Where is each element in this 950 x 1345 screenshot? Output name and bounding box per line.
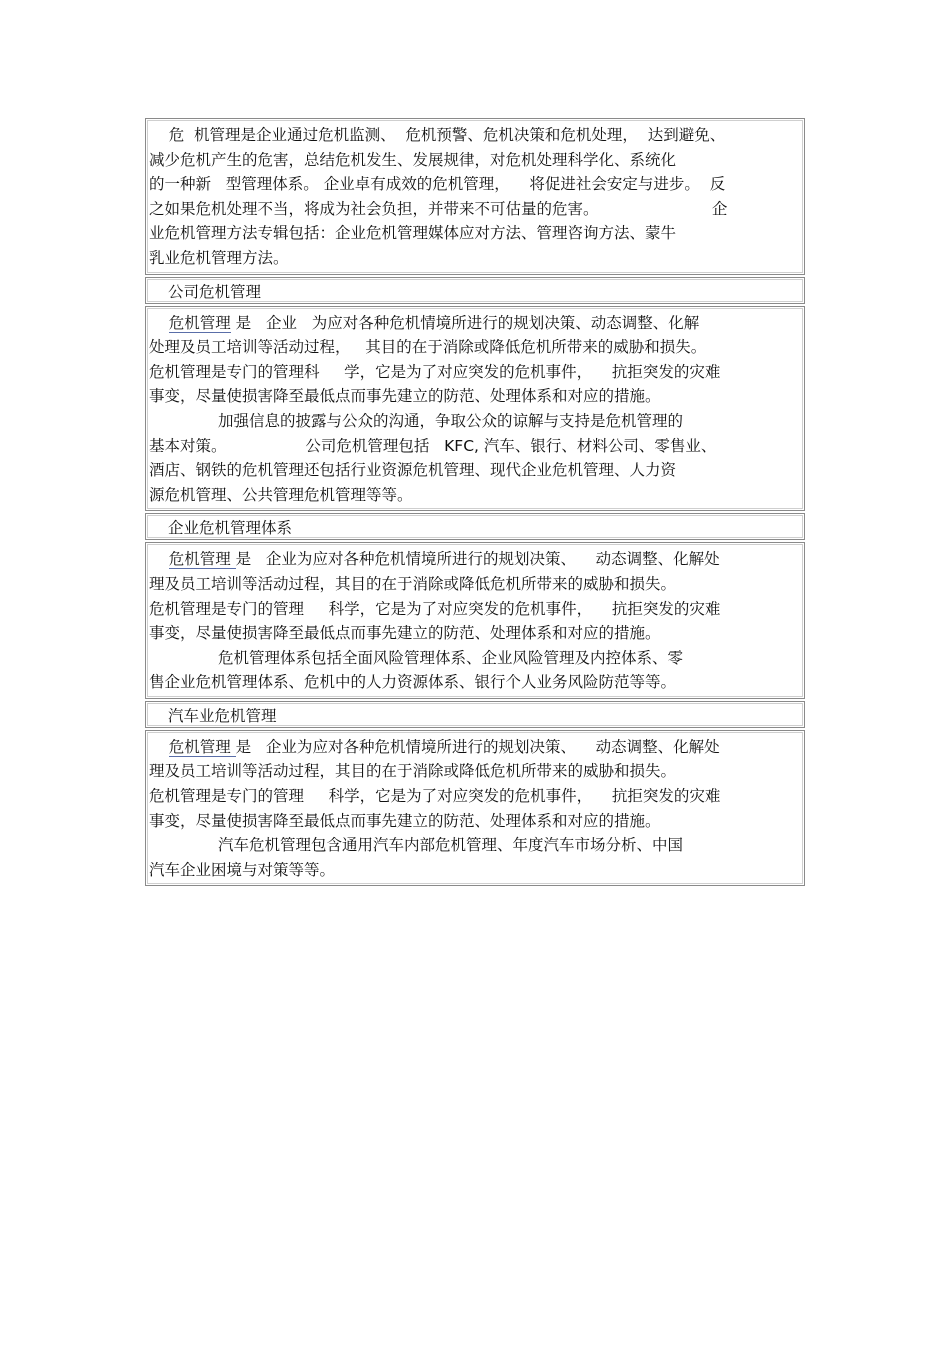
term-link[interactable]: 危机管理 (168, 550, 236, 569)
section-line (149, 858, 801, 883)
line-text: 基本对策。 公司危机管理包括 KFC, 汽车、银行、材料公司、零售业、 (149, 436, 717, 455)
line-text: 理及员工培训等活动过程，其目的在于消除或降低危机所带来的威胁和损失。 (149, 762, 677, 781)
line-text: 危机管理是专门的管理 科学，它是为了对应突发的危机事件， 抗拒突发的灾难 (149, 787, 721, 806)
section-line (149, 434, 801, 459)
intro-line: 业危机管理方法专辑包括：企业危机管理媒体应对方法、管理咨询方法、蒙牛 (149, 224, 677, 243)
section-heading-box (145, 513, 805, 540)
line-text: 源危机管理、公共管理危机管理等等。 (149, 485, 413, 504)
section-line (149, 547, 801, 572)
section-line (149, 572, 801, 597)
line-text: 是 企业为应对各种危机情境所进行的规划决策、 动态调整、化解处 (235, 737, 720, 756)
section-line (149, 670, 801, 695)
line-text: 事变，尽量使损害降至最低点而事先建立的防范、处理体系和对应的措施。 (149, 387, 661, 406)
line-text (149, 314, 169, 332)
line-text (149, 738, 169, 756)
line-text: 是 企业 为应对各种危机情境所进行的规划决策、动态调整、化解 (230, 313, 700, 332)
term-link[interactable]: 危机管理 (168, 737, 236, 756)
intro-line: 之如果危机处理不当，将成为社会负担，并带来不可估量的危害。 企 (149, 199, 728, 218)
section-body (145, 306, 805, 512)
section-line (149, 621, 801, 646)
line-text: 售企业危机管理体系、危机中的人力资源体系、银行个人业务风险防范等等。 (149, 673, 677, 692)
section-line (149, 735, 801, 760)
intro-line: 减少危机产生的危害，总结危机发生、发展规律，对危机处理科学化、系统化 (149, 150, 677, 169)
section-title-link[interactable]: 企业危机管理体系 (168, 518, 292, 540)
section-body (145, 542, 805, 699)
line-text: 汽车企业困境与对策等等。 (149, 860, 336, 879)
line-text (149, 550, 169, 568)
line-text: 危机管理是专门的管理 科学，它是为了对应突发的危机事件， 抗拒突发的灾难 (149, 599, 721, 618)
intro-line: 乳业危机管理方法。 (149, 248, 289, 267)
intro-line: 危 机管理是企业通过危机监测、 危机预警、危机决策和危机处理， 达到避免、 (149, 126, 726, 144)
term-link[interactable]: 危机管理 (168, 313, 231, 332)
section-line (149, 458, 801, 483)
section-line (149, 833, 801, 858)
line-text: 事变，尽量使损害降至最低点而事先建立的防范、处理体系和对应的措施。 (149, 811, 661, 830)
line-text: 酒店、钢铁的危机管理还包括行业资源危机管理、现代企业危机管理、人力资 (149, 461, 677, 480)
sections-container (145, 277, 805, 887)
intro-paragraph (145, 118, 805, 275)
section-line (149, 335, 801, 360)
section-line (149, 483, 801, 508)
line-text: 理及员工培训等活动过程，其目的在于消除或降低危机所带来的威胁和损失。 (149, 574, 677, 593)
section-line (149, 409, 801, 434)
intro-line: 的一种新 型管理体系。 企业卓有成效的危机管理， 将促进社会安定与进步。 反 (149, 175, 726, 194)
section-line (149, 759, 801, 784)
section-line (149, 597, 801, 622)
section-line (149, 311, 801, 336)
line-text: 处理及员工培训等活动过程， 其目的在于消除或降低危机所带来的威胁和损失。 (149, 338, 707, 357)
section-title-link[interactable]: 汽车业危机管理 (168, 706, 277, 728)
line-text: 危机管理是专门的管理科 学，它是为了对应突发的危机事件， 抗拒突发的灾难 (149, 362, 721, 381)
section-line (149, 784, 801, 809)
line-text: 是 企业为应对各种危机情境所进行的规划决策、 动态调整、化解处 (235, 550, 720, 569)
section-heading-box (145, 701, 805, 728)
section-line (149, 384, 801, 409)
line-text: 汽车危机管理包含通用汽车内部危机管理、年度汽车市场分析、中国 (149, 836, 683, 855)
section-line (149, 809, 801, 834)
section-line (149, 360, 801, 385)
line-text: 加强信息的披露与公众的沟通，争取公众的谅解与支持是危机管理的 (149, 411, 683, 430)
document-body (145, 118, 805, 888)
section-line (149, 646, 801, 671)
line-text: 事变，尽量使损害降至最低点而事先建立的防范、处理体系和对应的措施。 (149, 624, 661, 643)
section-title-link[interactable]: 公司危机管理 (168, 282, 261, 304)
line-text: 危机管理体系包括全面风险管理体系、企业风险管理及内控体系、零 (149, 648, 683, 667)
section-body (145, 730, 805, 887)
section-heading-box (145, 277, 805, 304)
